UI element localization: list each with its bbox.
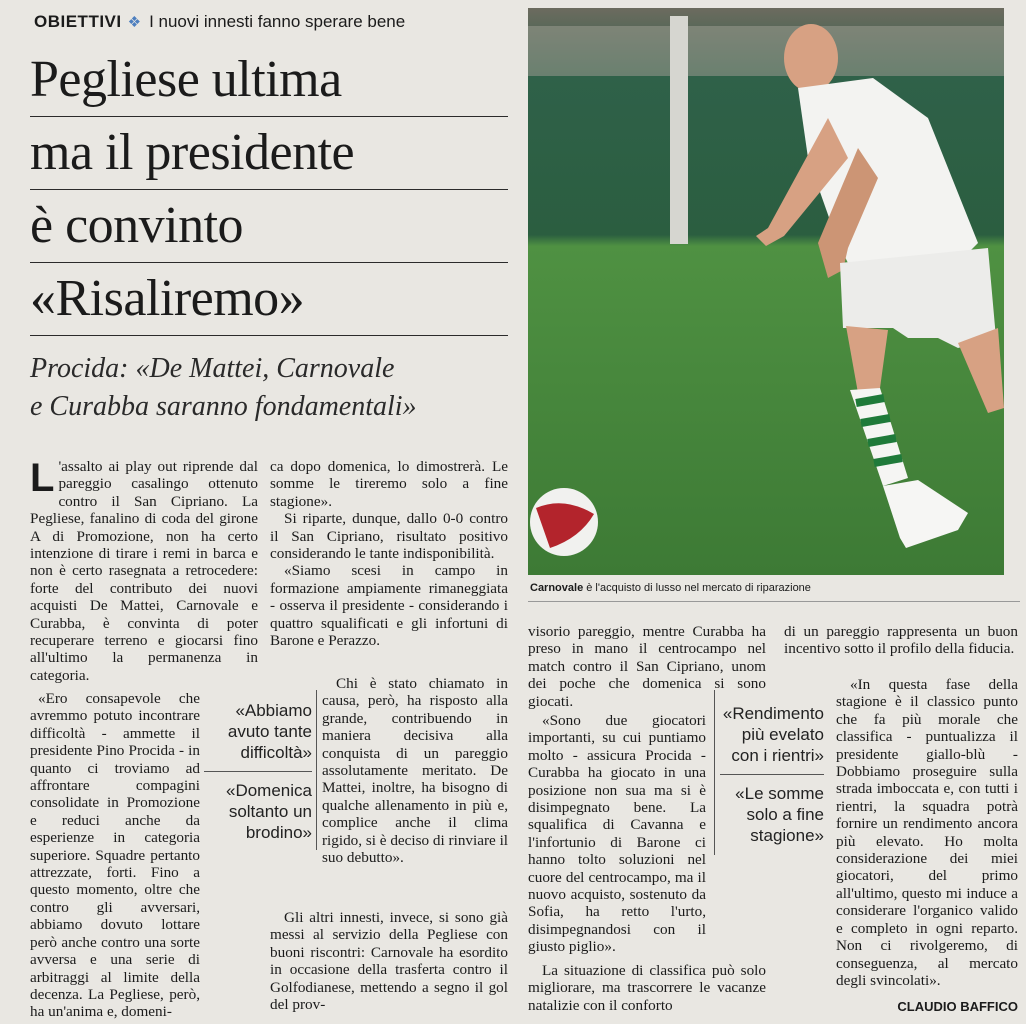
pullquote-4: «Le somme solo a fine stagione» [735, 784, 824, 845]
pullquote-2: «Domenica soltanto un brodino» [226, 781, 312, 842]
section-label: OBIETTIVI [34, 12, 122, 31]
paragraph: Chi è stato chiamato in causa, però, ha risposto alla grande, contribuendo in maniera decisiva alla conquista di un pareggio assolutamente meritato. De Mattei, inoltre, ha bisogno di qualche allenamento in più e, complice anche il clima rigido, si è deciso di rinviare il suo debutto». [322, 675, 509, 867]
paragraph: di un pareggio rappresenta un buon incentivo sotto il profilo della fiducia. [784, 623, 1018, 658]
article-column-1 [30, 458, 258, 684]
article-column-4-narrow [836, 676, 1018, 989]
article-column-3 [528, 623, 766, 710]
article-column-2-narrow [322, 675, 508, 866]
article-column-2-bottom [270, 909, 508, 1013]
deck-line-2: e Curabba saranno fondamentali» [30, 391, 417, 422]
pullquote-right [720, 703, 824, 846]
soccer-player-image [528, 8, 1004, 575]
player-photo [528, 8, 1004, 575]
paragraph: visorio pareggio, mentre Curabba ha preso in mano il centrocampo nel match contro il San Cipriano, unom dei poche che domenica si sono giocati. [528, 623, 766, 710]
article-column-1-narrow [30, 690, 200, 1021]
headline-line-3: è convinto [30, 190, 508, 263]
pullquote-3: «Rendimento più evelato con i rientri» [720, 703, 824, 775]
paragraph: Gli altri innesti, invece, si sono già messi al servizio della Pegliese con buoni riscontri: Carnovale ha esordito in occasione della trasferta contro il Golfodianese, mettendo a segno il gol del prov- [270, 909, 508, 1014]
deck [30, 350, 510, 426]
paragraph: 'assalto ai play out riprende dal pareggio casalingo ottenuto contro il San Cipriano. La Pegliese, fanalino di coda del girone A di Promozione, non ha certo intenzione di tirare i remi in barca e non è certo rasegnata a retrocedere: forte del contributo dei nuovi acquisti De Mattei, Carnovale e Curabba, è convinta di poter recuperare terreno e giocarsi fino all'ultimo la permanenza in categoria. [30, 458, 258, 684]
headline-line-2: ma il presidente [30, 117, 508, 190]
paragraph: La situazione di classifica può solo migliorare, ma trascorrere le vacanze natalizie con il conforto [528, 962, 766, 1014]
paragraph: ca dopo domenica, lo dimostrerà. Le somme le tireremo solo a fine stagione». [270, 458, 508, 510]
photo-caption [530, 582, 811, 594]
headline [30, 44, 508, 336]
paragraph: «Sono due giocatori importanti, su cui puntiamo molto - assicura Procida - Curabba ha giocato in una posizione non sua ma si è disimpegnato bene. La squalifica di Cavanna e l'infortunio di Barone ci hanno tolto soluzioni nel cuore del centrocampo, ma il nuovo acquisto, sostenuto da Sofia, ha retto l'urto, disimpegnandosi con il giusto piglio». [528, 712, 706, 956]
section-kicker [34, 12, 405, 32]
caption-name: Carnovale [530, 582, 584, 594]
headline-line-1: Pegliese ultima [30, 44, 508, 117]
caption-text: è l'acquisto di lusso nel mercato di riparazione [583, 582, 811, 594]
caption-rule [528, 601, 1020, 602]
paragraph: Si riparte, dunque, dallo 0-0 contro il San Cipriano, risultato positivo considerando le tante indisponibilità. [270, 510, 508, 563]
diamond-icon: ❖ [127, 14, 142, 31]
article-column-4 [784, 623, 1018, 658]
article-column-3-narrow [528, 712, 706, 956]
paragraph: «In questa fase della stagione è il classico punto che fa più morale che classifica - puntualizza il presidente giallo-blù - Dobbiamo proseguire sulla strada imboccata e, con tutti i rientri, la squadra potrà fornire un rendimento ancora più elevato. Ho molta considerazione dei miei giocatori, del primo all'ultimo, questo mi induce a considerare l'organico valido e completo in ogni reparto. Non ci rivolgeremo, di conseguenza, al mercato degli svincolati». [836, 676, 1018, 989]
article-column-3-bottom [528, 962, 766, 1014]
headline-line-4: «Risaliremo» [30, 263, 508, 336]
pullquote-divider-right [714, 690, 715, 855]
pullquote-left [204, 700, 312, 843]
paragraph: «Siamo scesi in campo in formazione ampiamente rimaneggiata - osserva il presidente - considerando i quattro squalificati e gli infortuni di Barone e Perazzo. [270, 562, 508, 650]
article-column-2 [270, 458, 508, 649]
paragraph: «Ero consapevole che avremmo potuto incontrare difficoltà - ammette il presidente Pino Procida - in quanto ci troviamo ad affrontare compagini consolidate in Promozione e reduci anche da esperienze in categoria superiore. Squadre pertanto attrezzate, forti. Fino a questo momento, oltre che contro gli avversari, abbiamo dovuto lottare però anche contro una sorte avversa e una serie di arbitraggi al limite della decenza. La Pegliese, però, ha un'anima e, domeni- [30, 690, 200, 1021]
pullquote-divider [316, 690, 317, 850]
kicker-subtitle: I nuovi innesti fanno sperare bene [149, 12, 406, 31]
drop-cap: L [30, 456, 55, 500]
deck-line-1: Procida: «De Mattei, Carnovale [30, 353, 395, 384]
pullquote-1: «Abbiamo avuto tante difficoltà» [204, 700, 312, 772]
byline: CLAUDIO BAFFICO [897, 999, 1018, 1014]
